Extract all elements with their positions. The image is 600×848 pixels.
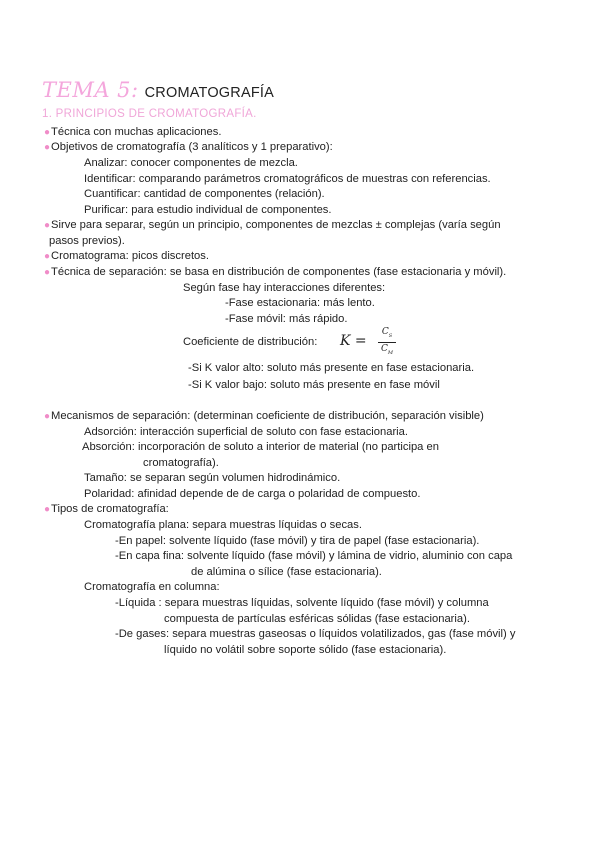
line-text: compuesta de partículas esféricas sólidas (fase estacionaria). [164,613,470,625]
line-text: -Líquida : separa muestras líquidas, solvente líquido (fase móvil) y columna [115,597,489,609]
line-text: Cromatografía en columna: [84,581,220,593]
tema-label: TEMA 5: [42,78,139,102]
bullet-icon: ● [44,504,51,515]
text-line [115,596,489,610]
text-line [84,471,340,485]
text-line [44,140,333,155]
denominator-subscript: M [387,349,393,356]
text-line [44,125,221,140]
text-line [115,627,515,641]
line-text: Según fase hay interacciones diferentes: [183,282,386,294]
text-line [191,565,382,579]
bullet-icon: ● [44,411,51,422]
line-text: Polaridad: afinidad depende de de carga o polaridad de compuesto. [84,488,421,500]
text-line [188,361,474,375]
bullet-icon: ● [44,127,51,138]
bullet-icon: ● [44,251,51,262]
line-text: cromatografía). [143,457,219,469]
text-line [164,643,446,657]
text-line [44,218,501,233]
line-text: Purificar: para estudio individual de componentes. [84,204,332,216]
line-text: Técnica con muchas aplicaciones. [51,126,222,138]
formula-label: Coeficiente de distribución: [183,336,318,348]
text-line [164,612,470,626]
line-text: Identificar: comparando parámetros cromatográficos de muestras con referencias. [84,173,491,185]
bullet-icon: ● [44,220,51,231]
text-line [84,487,421,501]
fraction-numerator: C [381,327,389,337]
numerator-subscript: S [388,332,393,339]
text-line [143,456,219,470]
line-text: Técnica de separación: se basa en distribución de componentes (fase estacionaria y móvil). [51,266,507,278]
line-text: Adsorción: interacción superficial de soluto con fase estacionaria. [84,426,408,438]
line-text: -Si K valor bajo: soluto más presente en fase móvil [188,379,440,391]
bullet-icon: ● [44,142,51,153]
line-text: Cuantificar: cantidad de componentes (relación). [84,188,325,200]
page-title [42,78,274,104]
text-line [84,203,332,217]
line-text: -En papel: solvente líquido (fase móvil) y tira de papel (fase estacionaria). [115,535,480,547]
text-line [115,549,512,563]
text-line [49,234,125,248]
topic-title: CROMATOGRAFÍA [144,85,274,101]
text-line [84,425,408,439]
line-text: -Si K valor alto: soluto más presente en fase estacionaria. [188,362,475,374]
line-text: Cromatograma: picos discretos. [51,250,209,262]
line-text: de alúmina o sílice (fase estacionaria). [191,566,382,578]
section-heading: 1. PRINCIPIOS DE CROMATOGRAFÍA. [42,108,257,120]
line-text: Sirve para separar, según un principio, componentes de mezclas ± complejas (varía según [51,219,501,231]
formula-k: K = [340,333,367,349]
text-line [225,296,375,310]
text-line [44,249,209,264]
text-line [84,518,362,532]
formula-fraction [378,327,396,358]
text-line [44,409,484,424]
line-text: pasos previos). [49,235,125,247]
text-line [84,172,491,186]
text-line [188,378,440,392]
text-line [44,265,506,280]
line-text: Absorción: incorporación de soluto a interior de material (no participa en [82,441,439,453]
text-line [183,281,385,295]
line-text: -En capa fina: solvente líquido (fase móvil) y lámina de vidrio, aluminio con capa [115,550,513,562]
text-line [225,312,347,326]
text-line [115,534,479,548]
line-text: Mecanismos de separación: (determinan coeficiente de distribución, separación visible) [51,410,484,422]
line-text: Tamaño: se separan según volumen hidrodinámico. [84,472,341,484]
text-line [84,187,325,201]
fraction-bar [378,342,396,343]
line-text: Objetivos de cromatografía (3 analíticos y 1 preparativo): [51,141,333,153]
line-text: Analizar: conocer componentes de mezcla. [84,157,298,169]
text-line [82,440,439,454]
line-text: Cromatografía plana: separa muestras líquidas o secas. [84,519,362,531]
line-text: líquido no volátil sobre soporte sólido (fase estacionaria). [164,644,447,656]
text-line [84,580,220,594]
line-text: -De gases: separa muestras gaseosas o líquidos volatilizados, gas (fase móvil) y [115,628,516,640]
line-text: Tipos de cromatografía: [51,503,169,515]
bullet-icon: ● [44,267,51,278]
text-line [84,156,298,170]
fraction-denominator: C [380,343,388,354]
line-text: -Fase móvil: más rápido. [225,313,348,325]
text-line [44,502,169,517]
line-text: -Fase estacionaria: más lento. [225,297,375,309]
